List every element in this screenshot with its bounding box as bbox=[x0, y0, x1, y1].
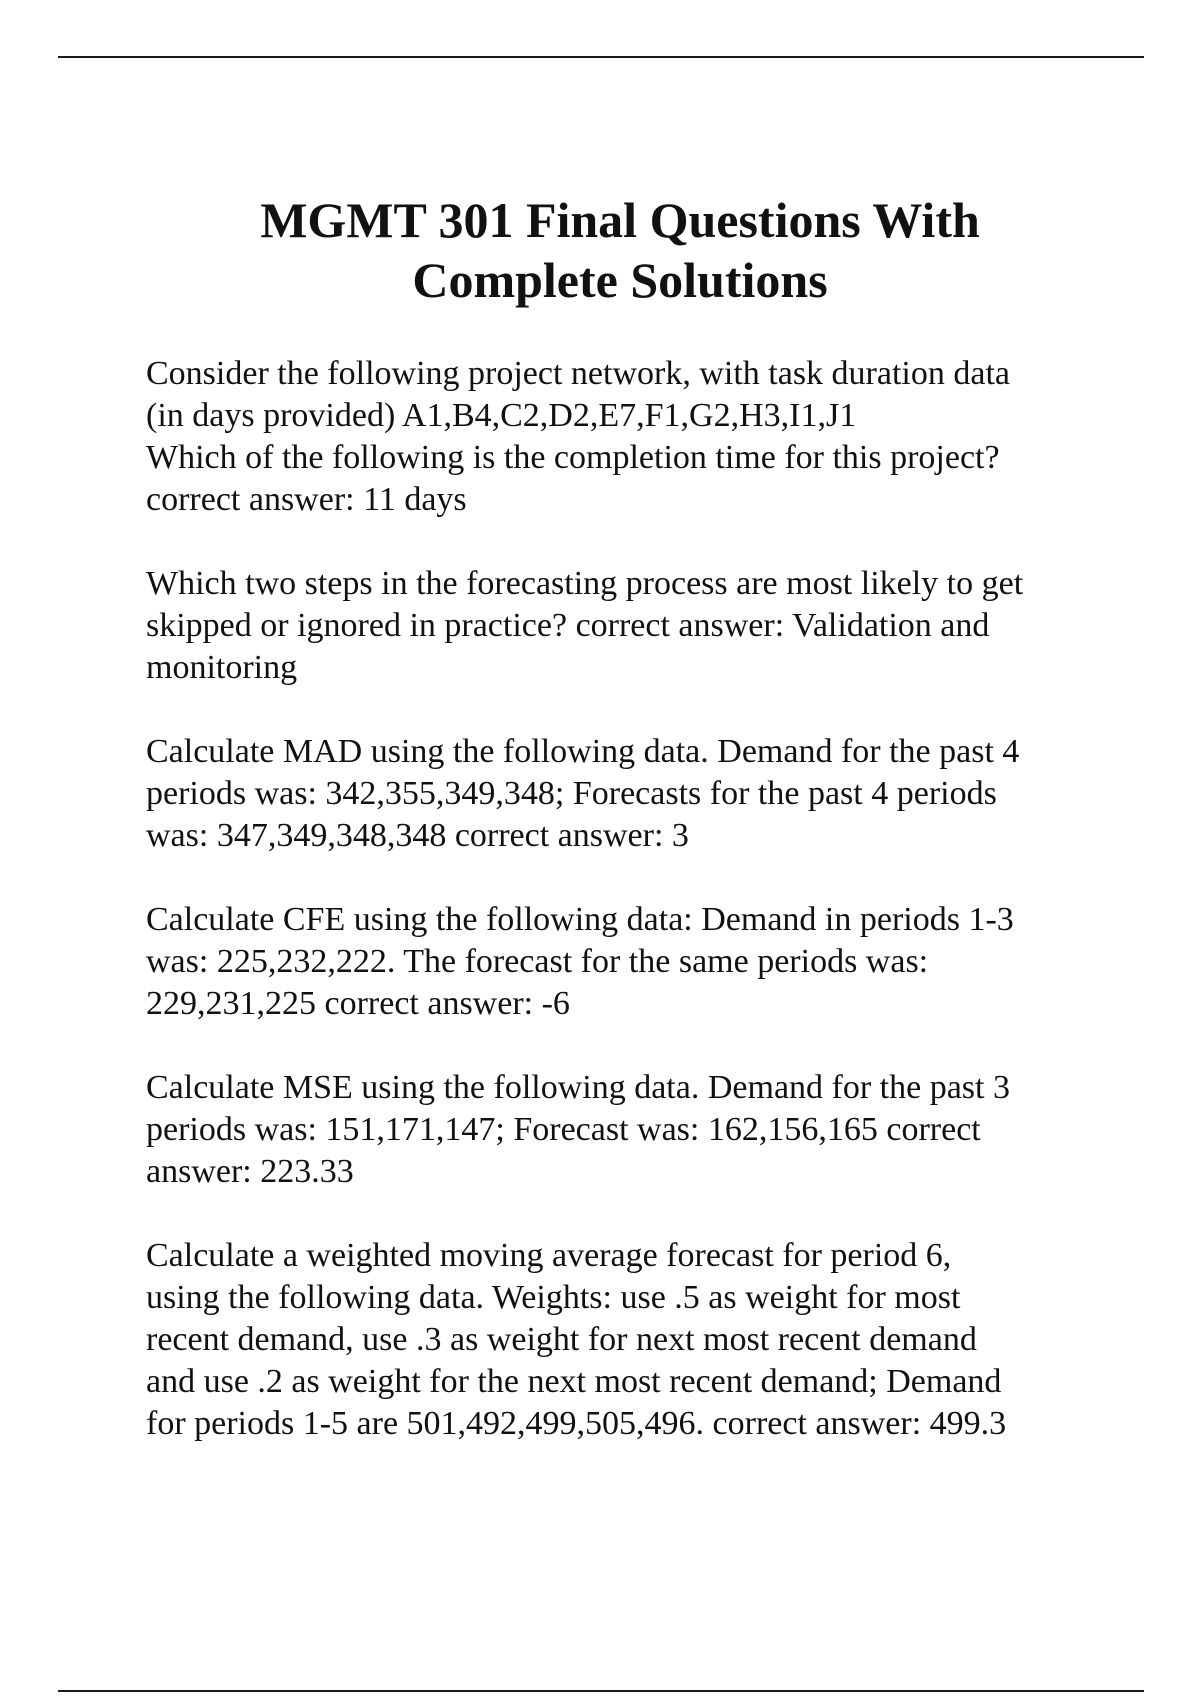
question-line: Calculate CFE using the following data: Demand in periods 1-3 bbox=[146, 901, 1014, 938]
question-line: and use .2 as weight for the next most recent demand; Demand bbox=[146, 1363, 1002, 1400]
question-line: periods was: 151,171,147; Forecast was: 162,156,165 correct bbox=[146, 1111, 981, 1148]
question-line: Calculate a weighted moving average forecast for period 6, bbox=[146, 1237, 952, 1274]
question-block bbox=[146, 899, 1146, 1025]
question-line: Which of the following is the completion time for this project? bbox=[146, 439, 1000, 476]
question-line: using the following data. Weights: use .5 as weight for most bbox=[146, 1279, 961, 1316]
answer-line: 229,231,225 correct answer: -6 bbox=[146, 985, 570, 1022]
question-line: (in days provided) A1,B4,C2,D2,E7,F1,G2,H3,I1,J1 bbox=[146, 397, 857, 434]
question-line: Calculate MAD using the following data. Demand for the past 4 bbox=[146, 733, 1020, 770]
bottom-rule bbox=[58, 1690, 1144, 1692]
question-line: was: 225,232,222. The forecast for the same periods was: bbox=[146, 943, 929, 980]
answer-line: was: 347,349,348,348 correct answer: 3 bbox=[146, 817, 689, 854]
question-block bbox=[146, 1235, 1146, 1445]
question-line: Consider the following project network, with task duration data bbox=[146, 355, 1010, 392]
question-line: Calculate MSE using the following data. Demand for the past 3 bbox=[146, 1069, 1010, 1106]
answer-line: correct answer: 11 days bbox=[146, 481, 467, 518]
top-rule bbox=[58, 56, 1144, 58]
question-list bbox=[146, 353, 1146, 1487]
title-line: MGMT 301 Final Questions With bbox=[260, 192, 980, 248]
title-line: Complete Solutions bbox=[412, 252, 828, 308]
question-block bbox=[146, 1067, 1146, 1193]
question-block bbox=[146, 731, 1146, 857]
document-title bbox=[100, 190, 1140, 310]
question-line: periods was: 342,355,349,348; Forecasts for the past 4 periods bbox=[146, 775, 997, 812]
question-block bbox=[146, 563, 1146, 689]
answer-line: for periods 1-5 are 501,492,499,505,496. correct answer: 499.3 bbox=[146, 1405, 1007, 1442]
question-line: Which two steps in the forecasting process are most likely to get bbox=[146, 565, 1024, 602]
question-line: recent demand, use .3 as weight for next most recent demand bbox=[146, 1321, 977, 1358]
answer-line: answer: 223.33 bbox=[146, 1153, 354, 1190]
question-line: skipped or ignored in practice? correct answer: Validation and bbox=[146, 607, 990, 644]
answer-line: monitoring bbox=[146, 649, 298, 686]
question-block bbox=[146, 353, 1146, 521]
